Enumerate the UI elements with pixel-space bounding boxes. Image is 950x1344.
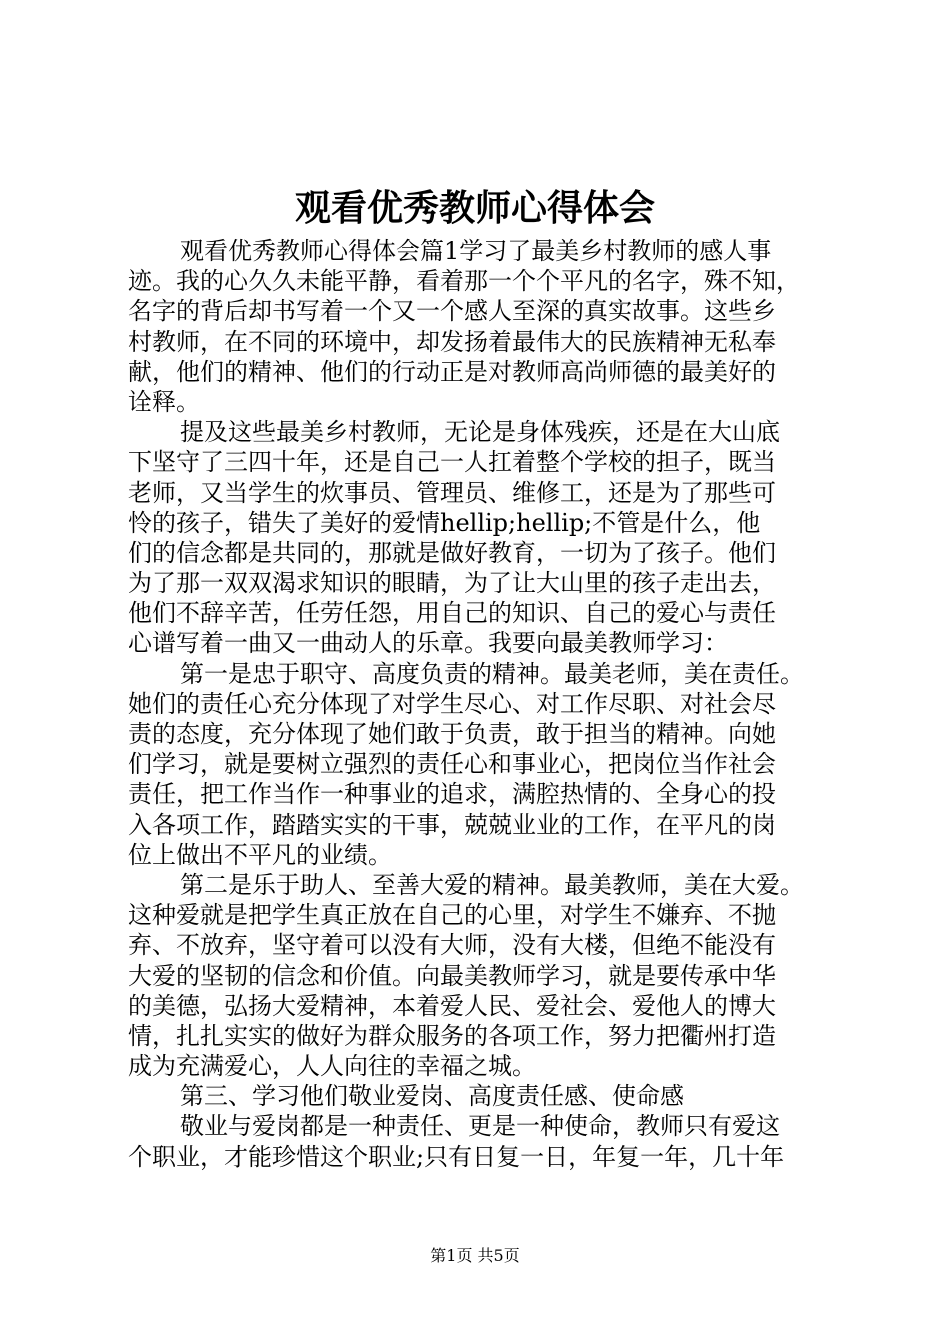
text-line: 迹。我的心久久未能平静，看着那一个个平凡的名字，殊不知， bbox=[128, 267, 800, 296]
text-line: 提及这些最美乡村教师，无论是身体残疾，还是在大山底 bbox=[180, 418, 780, 447]
text-line: 他们不辞辛苦，任劳任怨，用自己的知识、自己的爱心与责任 bbox=[128, 599, 776, 628]
text-line: 个职业，才能珍惜这个职业;只有日复一日，年复一年，几十年 bbox=[128, 1142, 785, 1171]
text-line: 第三、学习他们敬业爱岗、高度责任感、使命感 bbox=[180, 1082, 684, 1111]
text-line: 怜的孩子，错失了美好的爱情hellip;hellip;不管是什么，他 bbox=[128, 508, 761, 537]
text-line: 献，他们的精神、他们的行动正是对教师高尚师德的最美好的 bbox=[128, 357, 776, 386]
document-title: 观看优秀教师心得体会 bbox=[294, 187, 655, 229]
text-line: 心谱写着一曲又一曲动人的乐章。我要向最美教师学习： bbox=[128, 629, 728, 658]
text-line: 为了那一双双渴求知识的眼睛，为了让大山里的孩子走出去， bbox=[128, 569, 776, 598]
text-line: 大爱的坚韧的信念和价值。向最美教师学习，就是要传承中华 bbox=[128, 961, 776, 990]
text-line: 成为充满爱心，人人向往的幸福之城。 bbox=[128, 1052, 536, 1081]
text-line: 位上做出不平凡的业绩。 bbox=[128, 840, 392, 869]
text-line: 村教师，在不同的环境中，却发扬着最伟大的民族精神无私奉 bbox=[128, 327, 776, 356]
text-line: 名字的背后却书写着一个又一个感人至深的真实故事。这些乡 bbox=[128, 297, 776, 326]
text-line: 们学习，就是要树立强烈的责任心和事业心，把岗位当作社会 bbox=[128, 750, 776, 779]
text-line: 弃、不放弃，坚守着可以没有大师，没有大楼，但绝不能没有 bbox=[128, 931, 776, 960]
text-line: 这种爱就是把学生真正放在自己的心里，对学生不嫌弃、不抛 bbox=[128, 901, 776, 930]
document-body bbox=[128, 236, 846, 1172]
text-line: 观看优秀教师心得体会篇1学习了最美乡村教师的感人事 bbox=[180, 237, 772, 265]
page-footer: 第1页 共5页 bbox=[430, 1246, 520, 1265]
text-line: 老师，又当学生的炊事员、管理员、维修工，还是为了那些可 bbox=[128, 478, 776, 507]
text-line: 诠释。 bbox=[128, 387, 200, 416]
text-line: 的美德，弘扬大爱精神，本着爱人民、爱社会、爱他人的博大 bbox=[128, 991, 776, 1020]
text-line: 情，扎扎实实的做好为群众服务的各项工作，努力把衢州打造 bbox=[128, 1021, 776, 1050]
text-line: 第一是忠于职守、高度负责的精神。最美老师，美在责任。 bbox=[180, 659, 804, 688]
text-line: 入各项工作，踏踏实实的干事，兢兢业业的工作，在平凡的岗 bbox=[128, 810, 776, 839]
text-line: 下坚守了三四十年，还是自己一人扛着整个学校的担子，既当 bbox=[128, 448, 776, 477]
text-line: 们的信念都是共同的，那就是做好教育，一切为了孩子。他们 bbox=[128, 538, 776, 567]
text-line: 她们的责任心充分体现了对学生尽心、对工作尽职、对社会尽 bbox=[128, 689, 776, 718]
text-line: 敬业与爱岗都是一种责任、更是一种使命，教师只有爱这 bbox=[180, 1112, 780, 1141]
text-line: 责的态度，充分体现了她们敢于负责，敢于担当的精神。向她 bbox=[128, 720, 776, 748]
text-line: 责任，把工作当作一种事业的追求，满腔热情的、全身心的投 bbox=[128, 780, 776, 809]
text-line: 第二是乐于助人、至善大爱的精神。最美教师，美在大爱。 bbox=[180, 870, 804, 899]
